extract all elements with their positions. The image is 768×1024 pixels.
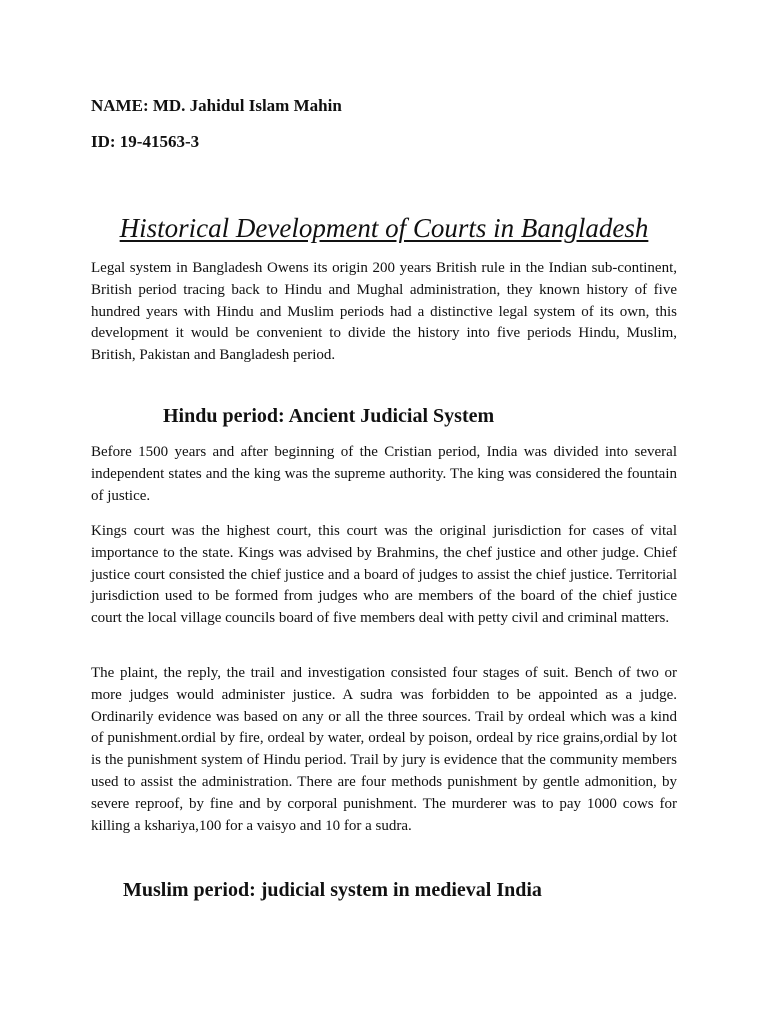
student-name: NAME: MD. Jahidul Islam Mahin: [91, 96, 342, 115]
document-title: Historical Development of Courts in Bangladesh: [119, 213, 649, 243]
hindu-paragraph-3: The plaint, the reply, the trail and investigation consisted four stages of suit. Bench of two or more judges would administer justice. A sudra was forbidden to be appointed as a judge. Ordinarily evidence was based on any or all the three sources. Trail by ordeal which was a kind of punishment.ordial by fire, ordeal by water, ordeal by poison, ordeal by rice grains,ordial by lot is the punishment system of Hindu period. Trail by jury is evidence that the community members used to assist the administration. There are four methods punishment by gentle admonition, by severe reproof, by fine and by corporal punishment. The murderer was to pay 1000 cows for killing a kshariya,100 for a vaisyo and 10 for a sudra.: [91, 665, 677, 834]
section-heading-muslim-period: Muslim period: judicial system in medieval India: [123, 879, 542, 901]
hindu-paragraph-1: Before 1500 years and after beginning of the Cristian period, India was divided into several independent states and the king was the supreme authority. The king was considered the fountain of justice.: [91, 444, 677, 504]
hindu-paragraph-2: Kings court was the highest court, this court was the original jurisdiction for cases of vital importance to the state. Kings was advised by Brahmins, the chef justice and other judge. Chief justice court consisted the chief justice and a board of judges to assist the chief justice. Territorial jurisdiction used to be formed from judges who are members of the board of the chief justice court the local village councils board of five members deal with petty civil and criminal matters.: [91, 523, 677, 627]
intro-paragraph: Legal system in Bangladesh Owens its origin 200 years British rule in the Indian sub-continent, British period tracing back to Hindu and Mughal administration, they known history of five hundred years with Hindu and Muslim periods had a distinctive legal system of its own, this development it would be convenient to divide the history into five periods Hindu, Muslim, British, Pakistan and Bangladesh period.: [91, 260, 677, 364]
section-heading-hindu-period: Hindu period: Ancient Judicial System: [163, 405, 495, 427]
student-id: ID: 19-41563-3: [91, 132, 200, 151]
